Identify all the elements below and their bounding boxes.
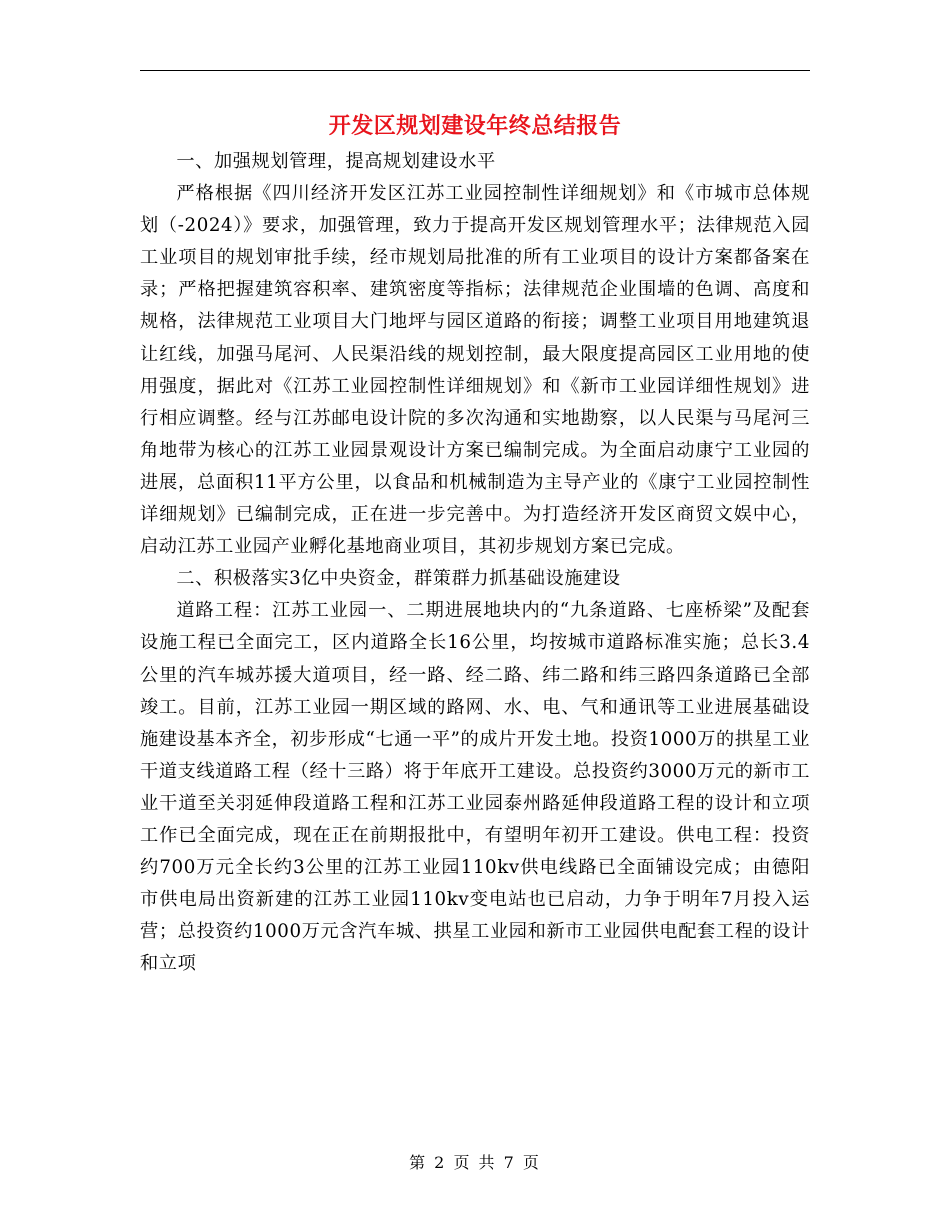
paragraph-planning: 严格根据《四川经济开发区江苏工业园控制性详细规划》和《市城市总体规划（-2024）》要求，加强管理，致力于提高开发区规划管理水平；法律规范入园工业项目的规划审批手续，经市规划局批准的所有工业项目的设计方案都备案在录；严格把握建筑容积率、建筑密度等指标；法律规范企业围墙的色调、高度和规格，法律规范工业项目大门地坪与园区道路的衔接；调整工业项目用地建筑退让红线，加强马尾河、人民渠沿线的规划控制，最大限度提高园区工业用地的使用强度，据此对《江苏工业园控制性详细规划》和《新市工业园详细性规划》进行相应调整。经与江苏邮电设计院的多次沟通和实地勘察，以人民渠与马尾河三角地带为核心的江苏工业园景观设计方案已编制完成。为全面启动康宁工业园的进展，总面积11平方公里，以食品和机械制造为主导产业的《康宁工业园控制性详细规划》已编制完成，正在进一步完善中。为打造经济开发区商贸文娱中心，启动江苏工业园产业孵化基地商业项目，其初步规划方案已完成。 <box>140 183 810 558</box>
section-heading-1: 一、加强规划管理，提高规划建设水平 <box>176 151 496 172</box>
paragraph-infrastructure: 道路工程：江苏工业园一、二期进展地块内的“九条道路、七座桥梁”及配套设施工程已全面完工，区内道路全长16公里，均按城市道路标准实施；总长3.4公里的汽车城苏援大道项目，经一路、经二路、纬二路和纬三路四条道路已全部竣工。目前，江苏工业园一期区域的路网、水、电、气和通讯等工业进展基础设施建设基本齐全，初步形成“七通一平”的成片开发土地。投资1000万的拱星工业干道支线道路工程（经十三路）将于年底开工建设。总投资约3000万元的新市工业干道至关羽延伸段道路工程和江苏工业园泰州路延伸段道路工程的设计和立项工作已全面完成，现在正在前期报批中，有望明年初开工建设。供电工程：投资约700万元全长约3公里的江苏工业园110kv供电线路已全面铺设完成；由德阳市供电局出资新建的江苏工业园110kv变电站也已启动，力争于明年7月投入运营；总投资约1000万元含汽车城、拱星工业园和新市工业园供电配套工程的设计和立项 <box>140 600 810 975</box>
document-body <box>140 146 810 980</box>
document-title: 开发区规划建设年终总结报告 <box>328 113 622 139</box>
section-heading-2: 二、积极落实3亿中央资金，群策群力抓基础设施建设 <box>176 568 621 590</box>
header-rule <box>140 70 810 71</box>
page-number: 第 2 页 共 7 页 <box>409 1153 541 1172</box>
